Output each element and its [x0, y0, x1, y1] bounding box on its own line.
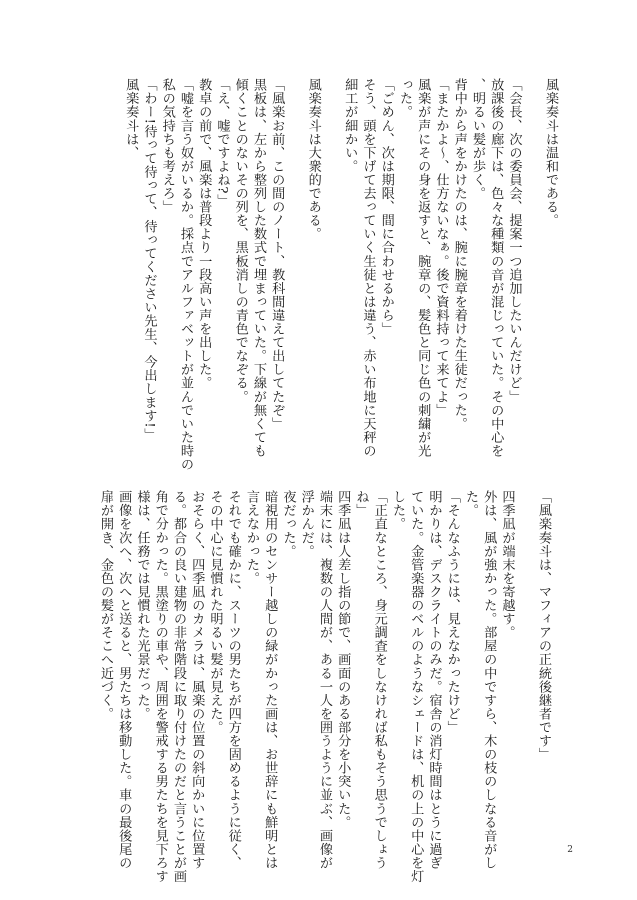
text-line: そう、頭を下げて去っていく生徒とは違う、赤い布地に天秤の: [360, 78, 376, 458]
text-line: 風楽奏斗は大衆的である。: [305, 78, 321, 241]
text-line: 画像を次へ、次へと送ると、男たちは移動した。車の最後尾の: [116, 490, 132, 870]
text-line: 「風楽お前、この間のノート、教科間違えて出してたぞ」: [269, 78, 285, 431]
text-line: [523, 78, 541, 448]
text-line: ていた。金管楽器のベルのようなシェードは、机の上の中心を灯: [408, 490, 424, 883]
text-block-upper: [121, 78, 559, 471]
text-line: た。: [463, 490, 478, 518]
text-line: それでも確かに、スーツの男たちが四方を固めるように従く、: [225, 490, 241, 870]
text-line: 、明るい髪が歩く。: [470, 78, 485, 200]
text-line: った。: [397, 78, 412, 119]
text-line: 黒板は、左から整列した数式で埋まっていた。下線が無くても: [251, 78, 266, 458]
text-line: 暗視用のセンサー越しの緑がかった画は、お世辞にも鮮明とは: [262, 490, 278, 870]
text-line: 扉が開き、金色の髪がそこへ近づく。: [98, 490, 113, 721]
text-line: 「風楽奏斗は、マフィアの正統後継者です」: [536, 490, 551, 761]
text-line: 夜だった。: [280, 490, 296, 558]
text-line: 角で分かった。黒塗りの車や、周囲を警戒する男たちを見下ろす: [152, 490, 168, 883]
text-line: [285, 78, 303, 448]
text-line: 「正直なところ、身元調査をしなければ私もそう思うでしょう: [371, 490, 387, 870]
text-line: 外は、風が強かった。部屋の中ですら、木の枝のしなる音がし: [481, 490, 497, 870]
text-line: 様は、任務では見慣れた光景だった。: [134, 490, 150, 721]
page-number: 2: [567, 845, 573, 855]
text-line: 傾くことのないその列を、黒板消しの青色でなぞる。: [232, 78, 248, 404]
text-line: その中心に見慣れた明るい髪が見えた。: [207, 490, 223, 734]
text-line: 風楽奏斗は温和である。: [543, 78, 558, 228]
text-line: ね」: [353, 490, 369, 518]
text-line: 「わー!待って待って、待ってください先生、今出します!」: [141, 78, 157, 442]
text-block-lower: [96, 490, 552, 883]
text-line: おそらく、四季凪のカメラは、風楽の位置の斜向かいに位置す: [189, 490, 205, 870]
text-line: 「そんなふうには、見えなかったけど」: [444, 490, 460, 734]
text-line: 浮かんだ。: [298, 490, 314, 558]
text-line: 四季凪が端末を寄越す。: [499, 490, 515, 640]
text-line: 風楽奏斗は、: [123, 78, 139, 160]
text-line: 端末には、複数の人間が、ある一人を囲うように並ぶ、画像が: [317, 490, 332, 870]
text-line: 明かりは、デスクライトのみだ。宿舎の消灯時間はとうに過ぎ: [426, 490, 442, 870]
text-line: 風楽が声にその身を返すと、腕章の、髪色と同じ色の刺繍が光: [415, 78, 431, 458]
text-line: 「会長、次の委員会、提案一つ追加したいんだけど」: [506, 78, 522, 404]
text-line: 教卓の前で、風楽は普段より一段高い声を出した。: [196, 78, 212, 390]
text-line: る。都合の良い建物の非常階段に取り付けたのだと言うことが画: [171, 490, 186, 883]
text-line: 「え、嘘ですよね?」: [214, 78, 230, 208]
text-line: 「またかよ〜、仕方ないなぁ。後で資料持って来てよ」: [433, 78, 449, 417]
text-line: [516, 490, 534, 860]
text-line: 背中から声をかけたのは、腕に腕章を着けた生徒だった。: [451, 78, 467, 431]
text-line: 「嘘を言う奴がいるか。採点でアルファベットが並んでいた時の: [178, 78, 193, 471]
text-line: [322, 78, 340, 448]
text-line: 四季凪は人差し指の節で、画面のある部分を小突いた。: [335, 490, 351, 829]
text-line: 言えなかった。: [244, 490, 259, 585]
text-line: 「ごめん、次は期限、間に合わせるから」: [378, 78, 394, 336]
text-line: した。: [390, 490, 405, 531]
text-line: 細工が細かい。: [342, 78, 358, 173]
text-line: 放課後の廊下は、色々な種類の音が混じっていた。その中心を: [488, 78, 504, 458]
text-line: 私の気持ちも考えろ」: [159, 78, 175, 214]
